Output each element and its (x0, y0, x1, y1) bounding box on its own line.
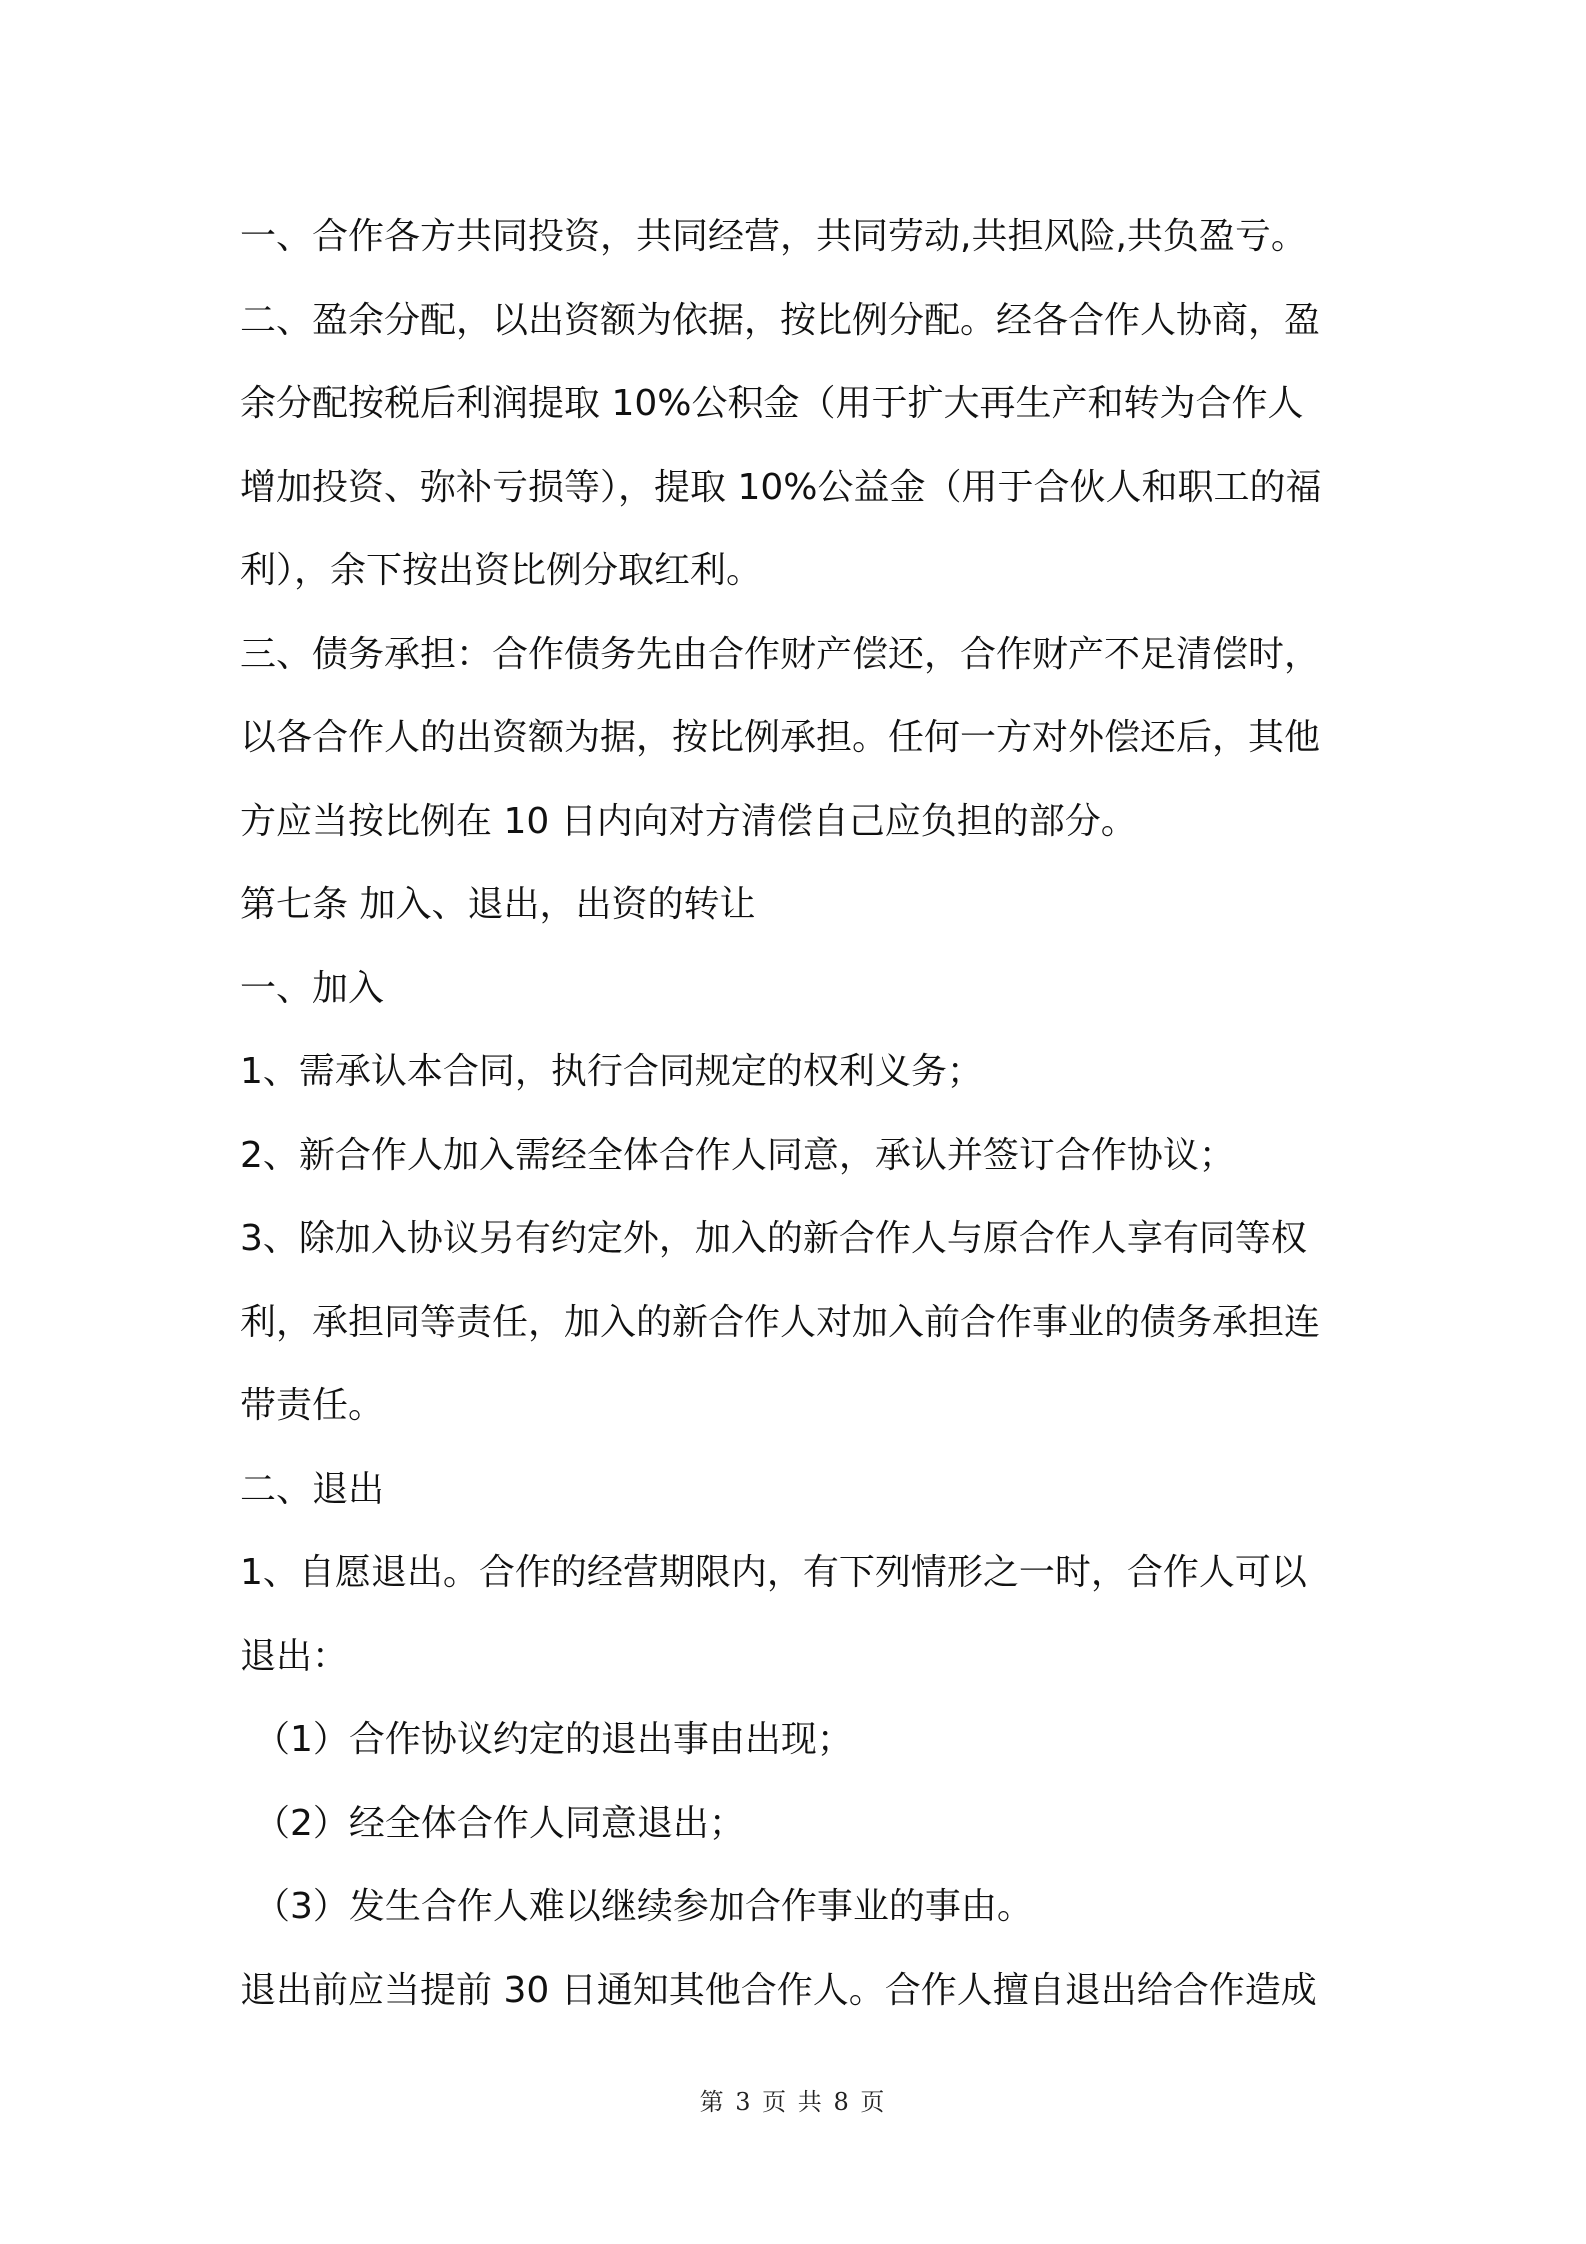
text-line: 1、自愿退出。合作的经营期限内，有下列情形之一时，合作人可以 (240, 1552, 1307, 1593)
text-line: 利），余下按出资比例分取红利。 (240, 550, 763, 591)
text-line: 以各合作人的出资额为据，按比例承担。任何一方对外偿还后，其他 (240, 717, 1321, 758)
text-line: 一、合作各方共同投资，共同经营，共同劳动,共担风险,共负盈亏。 (240, 216, 1307, 257)
text-line: 1、需承认本合同，执行合同规定的权利义务； (240, 1051, 983, 1092)
text-line: 带责任。 (240, 1385, 385, 1426)
text-line: 第七条 加入、退出，出资的转让 (240, 884, 756, 925)
text-line: 2、新合作人加入需经全体合作人同意，承认并签订合作协议； (240, 1134, 1235, 1176)
text-line: 增加投资、弥补亏损等），提取 10%公益金（用于合伙人和职工的福 (240, 466, 1322, 508)
text-line: （3）发生合作人难以继续参加合作事业的事由。 (254, 1886, 1033, 1927)
page-footer: 第 3 页 共 8 页 (699, 2088, 887, 2116)
text-line: 二、盈余分配，以出资额为依据，按比例分配。经各合作人协商，盈 (240, 299, 1321, 341)
text-line: （1）合作协议约定的退出事由出现； (254, 1719, 853, 1760)
text-line: 方应当按比例在 10 日内向对方清偿自己应负担的部分。 (240, 800, 1137, 842)
text-line: 余分配按税后利润提取 10%公积金（用于扩大再生产和转为合作人 (240, 383, 1304, 424)
text-line: 退出前应当提前 30 日通知其他合作人。合作人擅自退出给合作造成 (240, 1969, 1317, 2011)
text-line: 三、债务承担：合作债务先由合作财产偿还，合作财产不足清偿时， (240, 633, 1321, 675)
text-line: 一、加入 (240, 967, 385, 1009)
document-body (240, 195, 1360, 2032)
text-line: 二、退出 (240, 1468, 385, 1510)
text-line: 利，承担同等责任，加入的新合作人对加入前合作事业的债务承担连 (240, 1301, 1321, 1343)
text-line: （2）经全体合作人同意退出； (254, 1802, 745, 1844)
text-line: 3、除加入协议另有约定外，加入的新合作人与原合作人享有同等权 (240, 1218, 1307, 1259)
text-line: 退出： (240, 1635, 349, 1677)
